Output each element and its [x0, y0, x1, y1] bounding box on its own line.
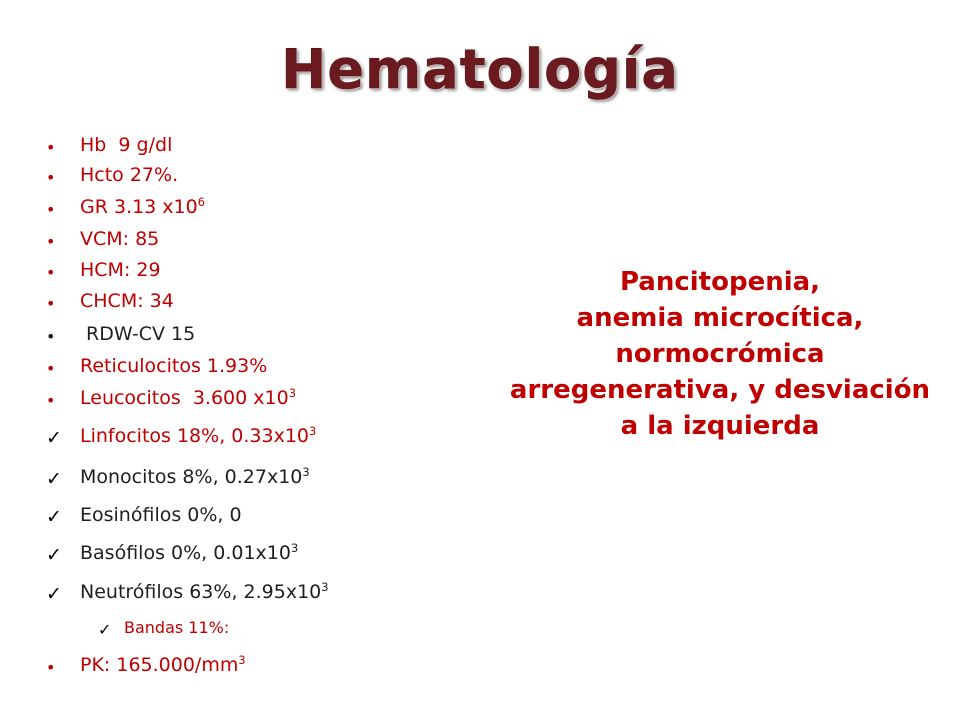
- list-item-exponent: 3: [302, 465, 310, 480]
- list-item-label: PK: 165.000/mm: [80, 653, 239, 676]
- list-item-label: Hcto 27%.: [80, 163, 179, 186]
- list-item-label: Linfocitos 18%, 0.33x10: [80, 424, 309, 447]
- list-item-text: [80, 228, 159, 250]
- bullet-icon: •: [46, 658, 56, 678]
- summary-line: arregenerativa, y desviación: [509, 375, 931, 405]
- bullet-icon: •: [46, 232, 56, 252]
- list-item-exponent: 3: [238, 653, 246, 668]
- bullet-icon: •: [46, 294, 56, 314]
- list-item-exponent: 3: [321, 580, 329, 595]
- list-item-text: [80, 542, 298, 564]
- list-item-label: RDW-CV 15: [80, 322, 196, 345]
- list-item-exponent: 6: [197, 195, 205, 210]
- list-item-text: [80, 355, 267, 377]
- list-item-text: [80, 654, 246, 676]
- checkmark-icon: ✓: [98, 620, 112, 640]
- list-item-label: VCM: 85: [80, 227, 160, 250]
- list-item-label: Neutrófilos 63%, 2.95x10: [80, 580, 322, 603]
- bullet-icon: •: [46, 263, 56, 283]
- slide-title: Hematología: [281, 38, 679, 101]
- bullet-icon: •: [46, 138, 56, 158]
- list-item-exponent: 3: [288, 386, 296, 401]
- list-item-label: Leucocitos 3.600 x10: [80, 386, 289, 409]
- list-item-text: [80, 196, 205, 218]
- list-item-label: Bandas 11%:: [124, 618, 230, 638]
- list-item-text: [80, 425, 316, 447]
- bullet-icon: •: [46, 391, 56, 411]
- list-item-text: [80, 466, 310, 488]
- bullet-icon: •: [46, 327, 56, 347]
- checkmark-icon: ✓: [46, 427, 62, 450]
- list-item-label: Eosinófilos 0%, 0: [80, 503, 242, 526]
- list-item-text: [80, 134, 172, 156]
- list-item-label: GR 3.13 x10: [80, 195, 198, 218]
- checkmark-icon: ✓: [46, 468, 62, 491]
- list-item-label: HCM: 29: [80, 258, 161, 281]
- list-item-label: CHCM: 34: [80, 289, 174, 312]
- list-item-label: Basófilos 0%, 0.01x10: [80, 541, 291, 564]
- list-item-text: [80, 387, 296, 409]
- list-item-exponent: 3: [309, 424, 317, 439]
- diagnosis-summary: [490, 264, 950, 444]
- summary-line: Pancitopenia,: [619, 267, 821, 297]
- list-item-text: [80, 323, 195, 345]
- bullet-icon: •: [46, 168, 56, 188]
- list-item-text: [80, 581, 329, 603]
- summary-line: anemia microcítica,: [576, 303, 864, 333]
- list-item-label: Reticulocitos 1.93%: [80, 354, 268, 377]
- list-item-text: [124, 618, 229, 637]
- bullet-icon: •: [46, 359, 56, 379]
- bullet-icon: •: [46, 200, 56, 220]
- list-item-label: Hb 9 g/dl: [80, 133, 173, 156]
- list-item-exponent: 3: [290, 541, 299, 556]
- list-item-text: [80, 259, 161, 281]
- list-item-label: Monocitos 8%, 0.27x10: [80, 465, 303, 488]
- checkmark-icon: ✓: [46, 583, 62, 606]
- list-item-text: [80, 504, 242, 526]
- checkmark-icon: ✓: [46, 544, 62, 567]
- list-item-text: [80, 290, 174, 312]
- summary-line: normocrómica: [615, 339, 825, 369]
- checkmark-icon: ✓: [46, 506, 62, 529]
- list-item-text: [80, 164, 178, 186]
- summary-line: a la izquierda: [620, 411, 820, 441]
